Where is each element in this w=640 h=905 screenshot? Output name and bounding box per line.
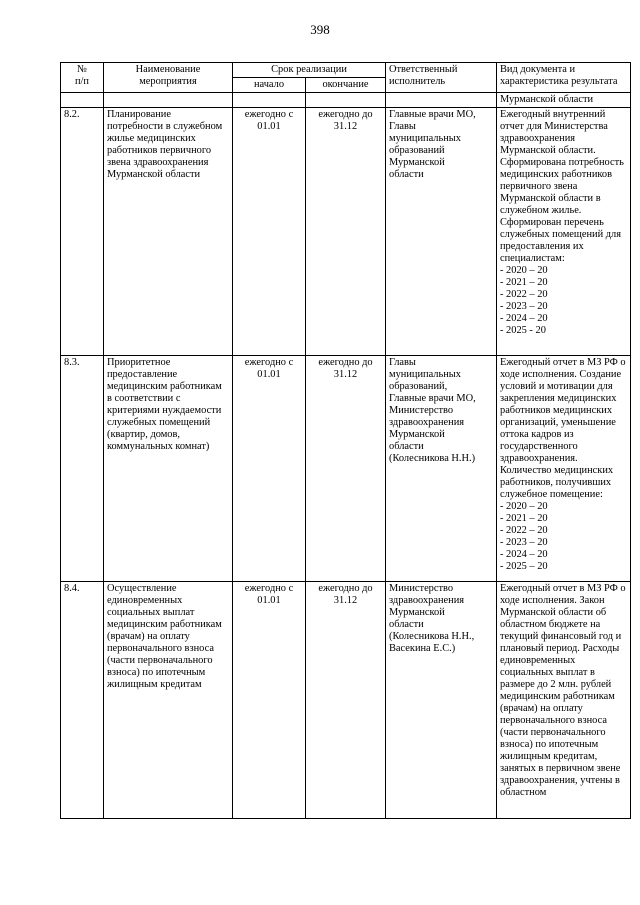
row-result: Ежегодный отчет в МЗ РФ о ходе исполнения. Создание условий и мотивации для закрепления медицинских работников медицинских организаций, уменьшение оттока кадров из государственного здравоохранения. Количество медицинских работников, получивших служебное помещение: - 2020 – 20 - 2021 – 20 - 2022 – 20 - 2023 – 20 - 2024 – 20 - 2025 – 20 [497,356,631,582]
header-start: начало [233,78,306,93]
header-executor: Ответственный исполнитель [386,63,497,93]
header-activity-name: Наименование мероприятия [104,63,233,93]
row-num: 8.4. [61,582,104,819]
table-row [61,356,631,582]
continuation-row [61,93,631,108]
row-activity-name: Приоритетное предоставление медицинским работникам в соответствии с критериями нуждаемости служебных помещений (квартир, домов, коммунальных комнат) [104,356,233,582]
row-end: ежегодно до 31.12 [306,582,386,819]
row-start: ежегодно с 01.01 [233,582,306,819]
row-start: ежегодно с 01.01 [233,356,306,582]
row-executor: Главы муниципальных образований, Главные врачи МО, Министерство здравоохранения Мурманской области (Колесникова Н.Н.) [386,356,497,582]
row-start: ежегодно с 01.01 [233,108,306,356]
page-number: 398 [310,22,330,37]
row-executor: Министерство здравоохранения Мурманской области (Колесникова Н.Н., Васекина Е.С.) [386,582,497,819]
row-executor: Главные врачи МО, Главы муниципальных образований Мурманской области [386,108,497,356]
row-activity-name: Осуществление единовременных социальных выплат медицинским работникам (врачам) на оплату первоначального взноса (части первоначального взноса) по ипотечным жилищным кредитам [104,582,233,819]
header-doc-type: Вид документа и характеристика результата [497,63,631,93]
header-row [61,63,631,78]
table-row [61,582,631,819]
activity-plan-table [60,62,631,819]
header-term: Срок реализации [233,63,386,78]
row-result: Ежегодный отчет в МЗ РФ о ходе исполнения. Закон Мурманской области об областном бюджете на текущий финансовый год и плановый период. Расходы единовременных социальных выплат в размере до 2 млн. рублей медицинским работникам (врачам) на оплату первоначального взноса (части первоначального взноса) по ипотечным жилищным кредитам, занятых в первичном звене здравоохранения, учтены в областном [497,582,631,819]
table-row [61,108,631,356]
row-activity-name: Планирование потребности в служебном жилье медицинских работников первичного звена здравоохранения Мурманской области [104,108,233,356]
header-end: окончание [306,78,386,93]
header-num: № п/п [61,63,104,93]
row-result: Ежегодный внутренний отчет для Министерства здравоохранения Мурманской области. Сформирована потребность медицинских работников первичного звена Мурманской области в служебном жилье. Сформирован перечень служебных помещений для предоставления их специалистам: - 2020 – 20 - 2021 – 20 - 2022 – 20 - 2023 – 20 - 2024 – 20 - 2025 - 20 [497,108,631,356]
row-end: ежегодно до 31.12 [306,356,386,582]
row-num: 8.2. [61,108,104,356]
continuation-text: Мурманской области [497,93,631,108]
row-num: 8.3. [61,356,104,582]
row-end: ежегодно до 31.12 [306,108,386,356]
